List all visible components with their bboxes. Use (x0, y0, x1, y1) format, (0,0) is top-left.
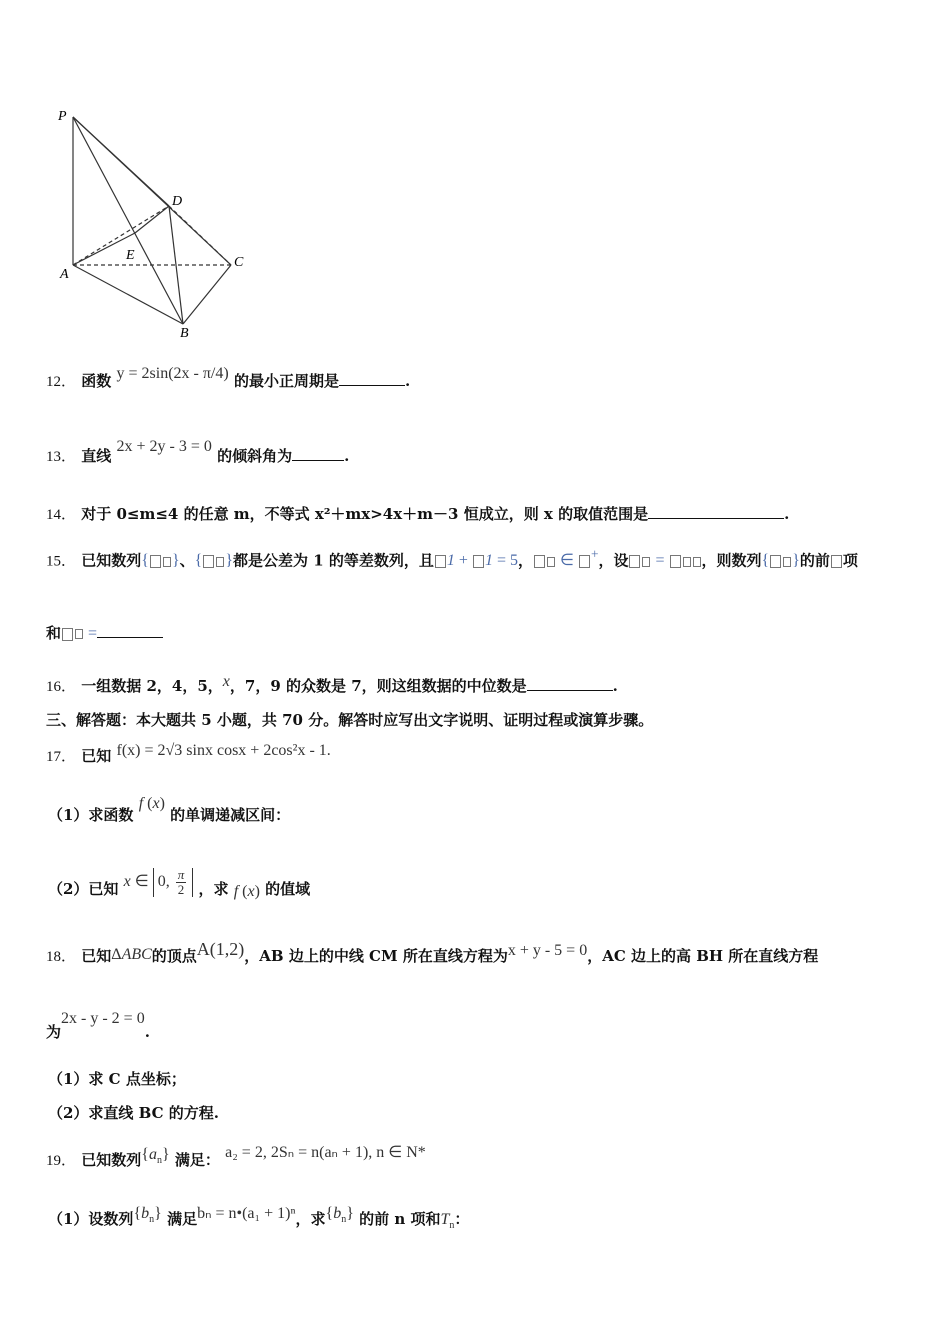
question-18 (46, 939, 819, 966)
question-14 (46, 503, 789, 524)
part-text: 的值域 (265, 880, 311, 899)
question-number: 17． (46, 749, 77, 765)
edge-ad-hidden (73, 206, 169, 265)
question-prefix: 已知数列 (81, 1151, 142, 1169)
question-text: 项 (842, 551, 858, 570)
formula-q12 (117, 365, 229, 382)
question-text: 为 (46, 1023, 62, 1041)
question-18-part1 (48, 1068, 186, 1089)
formula-domain: x ∈ 0, $\frac{\pi}{2}$ (124, 873, 194, 890)
part-text: （1）求 C 点坐标； (48, 1070, 186, 1088)
sequence-a-icon: { } (141, 552, 180, 570)
membership-icon: ∈ + (533, 552, 598, 569)
sum-tn: $T_n$ (440, 1211, 455, 1232)
sequence-bn: $\{b_n\}$ (325, 1205, 354, 1226)
sequence-bn: $\{b_n\}$ (133, 1205, 162, 1226)
answer-blank (292, 446, 344, 461)
question-13 (46, 438, 350, 466)
question-suffix: 的倾斜角为 (217, 447, 293, 465)
sequence-c-icon: { } (761, 552, 800, 570)
section-heading (46, 709, 653, 730)
period: . (344, 447, 350, 465)
question-text: 对于 0≤m≤4 的任意 m，不等式 x²＋mx>4x＋m－3 恒成立，则 x 的取值范围是 (81, 505, 649, 523)
formula-line-cm: x + y - 5 = 0 (507, 942, 588, 959)
part-label: （1）设数列 (48, 1210, 134, 1228)
sequence-b-icon: { } (194, 552, 234, 570)
question-prefix: 函数 (81, 372, 112, 390)
formula-q19: a₂ = 2, 2Sₙ = n(aₙ + 1), n ∈ N* (225, 1144, 426, 1161)
question-number: 18． (46, 949, 77, 965)
part-text: ，求 (295, 1210, 326, 1228)
period: . (144, 1023, 150, 1041)
part-label: （1）求函数 (48, 806, 134, 824)
question-text: 都是公差为 1 的等差数列，且 (233, 551, 434, 570)
question-prefix: 已知数列 (81, 551, 142, 570)
question-text: ，AC 边上的高 BH 所在直线方程 (587, 947, 819, 965)
label-d: D (172, 194, 183, 209)
part-text: ，求 (198, 880, 229, 899)
question-prefix: 直线 (81, 447, 112, 465)
part-text: 的单调递减区间： (170, 806, 291, 824)
question-15-line2 (46, 622, 163, 643)
part-text: 的前 n 项和 (359, 1210, 441, 1228)
question-17-part1 (48, 795, 291, 825)
question-17 (46, 742, 331, 766)
question-prefix: 已知 (81, 747, 112, 765)
formula-fx: f (x) (138, 795, 165, 812)
question-text-2: ，7，9 的众数是 7，则这组数据的中位数是 (229, 677, 527, 695)
part-text: （2）求直线 BC 的方程. (48, 1104, 219, 1122)
formula-line-bh: 2x - y - 2 = 0 (61, 1010, 145, 1027)
label-p: P (58, 109, 67, 124)
period: . (784, 505, 790, 523)
question-text: 和 (46, 624, 62, 642)
part-text: ： (454, 1210, 470, 1228)
edge-bc (183, 265, 231, 324)
question-number: 12． (46, 374, 77, 390)
part-text: 满足 (167, 1210, 198, 1228)
section-heading-text: 三、解答题：本大题共 5 小题，共 70 分。解答时应写出文字说明、证明过程或演算步骤。 (46, 711, 654, 729)
question-number: 15． (46, 553, 77, 570)
pyramid-figure (52, 96, 262, 341)
answer-blank (527, 676, 613, 691)
formula-q17: f(x) = 2√3 sinx cosx + 2cos²x - 1. (116, 742, 331, 759)
question-19 (46, 1144, 426, 1172)
question-text: ，则数列 (701, 551, 762, 570)
label-b: B (180, 326, 189, 341)
label-a: A (60, 267, 69, 282)
question-number: 13． (46, 449, 77, 465)
answer-blank (648, 504, 784, 519)
question-12 (46, 365, 411, 391)
formula-q13: 2x + 2y - 3 = 0 (116, 438, 212, 455)
question-text: 满足： (174, 1151, 220, 1169)
definition-icon: = (628, 552, 701, 569)
edge-pc (73, 117, 231, 265)
question-number: 19． (46, 1153, 77, 1169)
answer-blank (339, 371, 405, 386)
question-suffix: 的最小正周期是 (233, 372, 339, 390)
point-a: A(1,2) (196, 939, 245, 959)
question-16 (46, 675, 618, 696)
variable-x: x (222, 673, 230, 690)
question-17-part2 (48, 860, 311, 901)
formula-fx: f (x) (233, 883, 260, 901)
formula-text: y = 2sin(2x - π/4) (116, 365, 229, 382)
question-15 (46, 547, 858, 570)
triangle-symbol: ΔABC (111, 946, 152, 963)
question-text: ，AB 边上的中线 CM 所在直线方程为 (244, 947, 508, 965)
question-text: 的顶点 (151, 947, 197, 965)
question-text: 的前 (799, 551, 830, 570)
question-number: 16． (46, 679, 77, 695)
edge-ed (135, 206, 169, 233)
question-text: ，设 (598, 551, 629, 570)
sequence-an: $\{a_n\}$ (141, 1146, 170, 1167)
question-text: 一组数据 2，4，5， (81, 677, 223, 695)
pyramid-diagram (52, 96, 262, 341)
formula-bn: bₙ = n•(a₁ + 1)ⁿ (197, 1205, 296, 1222)
question-19-part1 (48, 1205, 470, 1232)
question-18-part2 (48, 1102, 219, 1123)
separator: ， (517, 551, 533, 570)
label-c: C (234, 255, 244, 270)
period: . (404, 372, 411, 390)
period: . (612, 677, 618, 695)
question-number: 14． (46, 507, 77, 523)
part-label: （2）已知 (48, 880, 119, 899)
answer-blank (97, 623, 163, 638)
question-prefix: 已知 (81, 947, 112, 965)
separator: 、 (179, 551, 195, 570)
sum-icon: = (61, 625, 97, 642)
condition-icon: 1 + 1 = 5 (434, 552, 518, 569)
edge-pb (73, 117, 183, 324)
edge-ab (73, 265, 183, 324)
question-18-line2 (46, 1010, 150, 1041)
placeholder-icon (831, 555, 842, 568)
label-e: E (126, 248, 135, 263)
